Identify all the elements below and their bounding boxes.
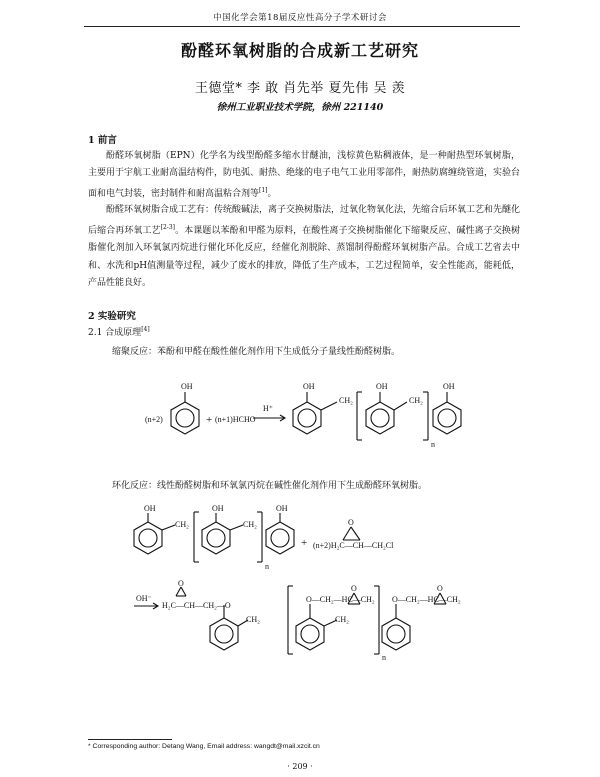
- footnote: * Corresponding author: Detang Wang, Email address: wangdt@mail.xzcit.cn: [88, 743, 320, 750]
- svg-text:OH: OH: [303, 382, 315, 391]
- svg-text:H₂C—CH—CH₂—O: H₂C—CH—CH₂—O: [162, 601, 231, 610]
- svg-text:CH₂: CH₂: [246, 615, 260, 624]
- svg-text:OH: OH: [443, 382, 455, 391]
- intro-paragraph-2: 酚醛环氧树脂合成工艺有：传统酸碱法，离子交换树脂法，过氧化物氧化法，先缩合后环氧工艺和先醚化后缩合再环氧工艺[2-3]。本课题以苯酚和甲醛为原料，在酸性离子交换树脂催化下缩聚反应、碱性离子交换树脂催化剂加入环氧氯丙烷进行催化环化反应，经催化剂脱除、蒸馏制得酚醛环氧树脂产品。合成工艺省去中和、水洗和pH值测量等过程，减少了废水的排放，降低了生产成本，工艺过程简单，安全性能高，能耗低，产品性能良好。: [88, 205, 521, 288]
- cyclization-product: [132, 580, 512, 660]
- svg-text:H⁺: H⁺: [263, 404, 273, 413]
- svg-text:OH: OH: [212, 504, 224, 513]
- svg-text:O—CH₂—HC—CH₂: O—CH₂—HC—CH₂: [306, 595, 375, 604]
- svg-text:OH: OH: [144, 504, 156, 513]
- section-heading-intro: 1 前言: [88, 135, 117, 146]
- svg-text:O: O: [437, 584, 443, 593]
- novolac-repeat-ring: [202, 522, 230, 554]
- svg-text:O—CH₂—HC—CH₂: O—CH₂—HC—CH₂: [392, 595, 461, 604]
- author-list: 王德堂* 李 敢 肖先举 夏先伟 吴 羡: [194, 81, 406, 96]
- novolac-end-ring: [293, 402, 321, 434]
- svg-text:O: O: [348, 518, 354, 527]
- novolac-end-ring: [266, 522, 294, 554]
- footnote-rule: [88, 739, 172, 740]
- intro-paragraph-1: 酚醛环氧树脂（EPN）化学名为线型酚醛多缩水甘醚油，浅棕黄色粘稠液体，是一种耐热型环氧树脂，主要用于宇航工业耐高温结构件，防电弧、耐热、绝缘的电子电气工业用零部件，耐热防腐缠绕管道，实验台面和电气封装，密封制件和耐高温粘合剂等[1]。: [88, 151, 521, 200]
- novolac-repeat-ring: [366, 402, 394, 434]
- svg-text:CH₂: CH₂: [175, 520, 189, 529]
- affiliation: 徐州工业职业技术学院，徐州 221140: [216, 102, 384, 113]
- running-header: 中国化学会第18届反应性高分子学术研讨会: [213, 13, 387, 23]
- svg-text:O: O: [178, 580, 184, 588]
- subsection-heading: 2.1 合成原理[4]: [88, 326, 150, 338]
- condensation-scheme: [85, 370, 525, 450]
- header-rule: [84, 26, 520, 27]
- glycidyl-repeat-ring: [296, 618, 324, 650]
- cyclization-reactants: [120, 500, 440, 575]
- novolac-end-ring: [134, 522, 162, 554]
- svg-text:O: O: [351, 584, 357, 593]
- svg-text:CH₂: CH₂: [339, 396, 353, 405]
- svg-text:+: +: [206, 414, 213, 426]
- section-heading-experiment: 2 实验研究: [88, 311, 136, 322]
- svg-text:OH⁻: OH⁻: [136, 594, 152, 603]
- svg-text:+: +: [301, 537, 308, 549]
- svg-text:CH₂: CH₂: [409, 396, 423, 405]
- svg-text:(n+2): (n+2): [145, 415, 163, 424]
- svg-text:CH₂: CH₂: [243, 520, 257, 529]
- svg-text:n: n: [431, 440, 435, 449]
- svg-text:OH: OH: [181, 382, 193, 391]
- phenol-ring: [171, 402, 199, 434]
- svg-text:CH₂: CH₂: [335, 615, 349, 624]
- glycidyl-end-ring: [382, 618, 410, 650]
- glycidyl-end-ring: [210, 618, 238, 650]
- svg-text:n: n: [265, 562, 269, 571]
- svg-text:OH: OH: [276, 504, 288, 513]
- svg-text:OH: OH: [376, 382, 388, 391]
- condensation-description: 缩聚反应：苯酚和甲醛在酸性催化剂作用下生成低分子量线性酚醛树脂。: [112, 347, 401, 357]
- paper-title: 酚醛环氧树脂的合成新工艺研究: [180, 41, 419, 60]
- cyclization-description: 环化反应：线性酚醛树脂和环氧氯丙烷在碱性催化剂作用下生成酚醛环氧树脂。: [112, 481, 428, 491]
- svg-text:(n+2)H₂C—CH—CH₂Cl: (n+2)H₂C—CH—CH₂Cl: [313, 541, 394, 550]
- page-number: · 209 ·: [287, 762, 313, 771]
- svg-text:(n+1)HCHO: (n+1)HCHO: [215, 415, 256, 424]
- novolac-end-ring: [433, 402, 461, 434]
- svg-text:n: n: [382, 653, 386, 660]
